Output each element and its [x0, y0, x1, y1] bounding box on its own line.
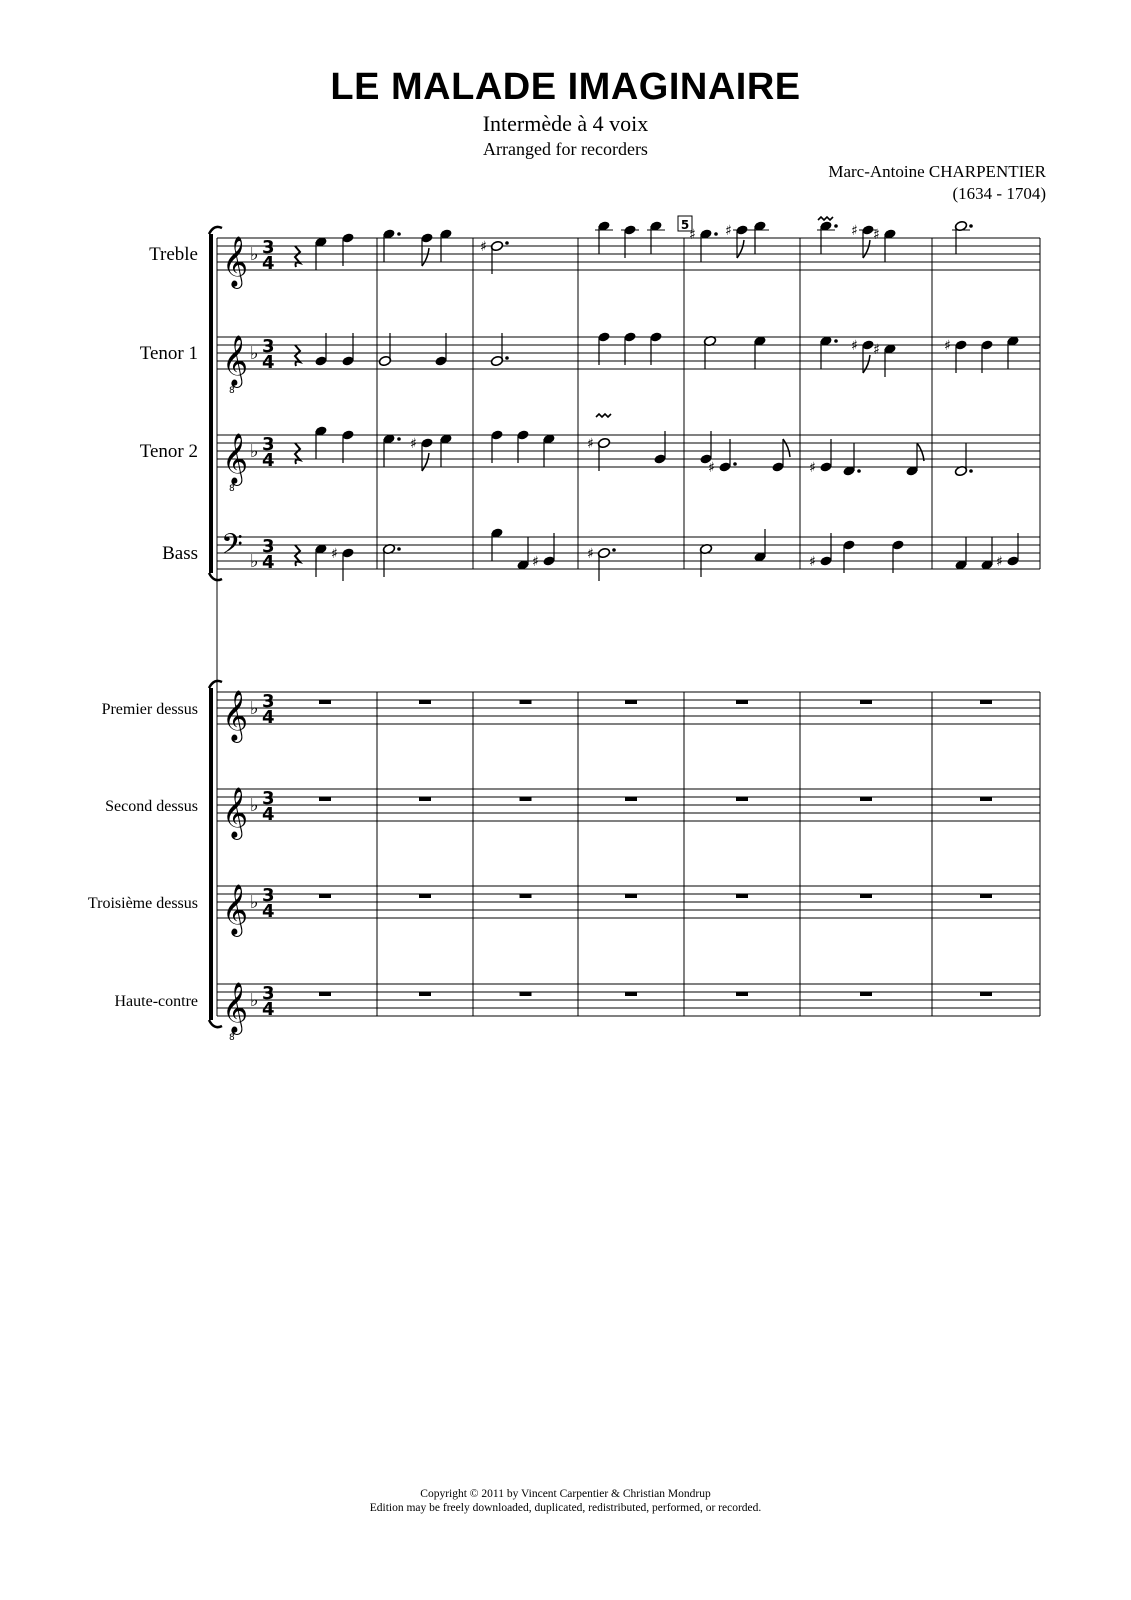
note	[954, 443, 972, 477]
sharp-icon: ♯	[809, 554, 816, 570]
bracket-top-hook	[209, 227, 222, 234]
staff-label: Tenor 2	[139, 441, 198, 462]
time-sig-top: 3	[262, 237, 275, 258]
note	[980, 537, 993, 571]
whole-rest-icon	[736, 700, 748, 704]
note	[718, 439, 736, 473]
note	[439, 228, 452, 262]
flag	[422, 248, 429, 266]
time-sig-bottom: 4	[262, 804, 275, 825]
bracket-bottom-hook	[209, 573, 222, 580]
dot	[612, 548, 616, 552]
quarter-rest-icon	[295, 246, 300, 267]
key-flat-icon: ♭	[250, 244, 259, 265]
note	[883, 343, 896, 377]
key-flat-icon: ♭	[250, 441, 259, 462]
sharp-icon: ♯	[532, 554, 539, 570]
whole-rest-icon	[980, 992, 992, 996]
time-sig-top: 3	[262, 788, 275, 809]
whole-rest-icon	[625, 797, 637, 801]
note	[378, 333, 391, 367]
sharp-icon: ♯	[410, 436, 417, 452]
note	[490, 527, 503, 561]
note	[595, 220, 613, 254]
time-sig-top: 3	[262, 691, 275, 712]
note	[753, 529, 766, 563]
note	[753, 335, 766, 369]
time-sig-bottom: 4	[262, 999, 275, 1020]
dot	[397, 437, 401, 441]
dot	[714, 232, 718, 236]
arrangement-note: Arranged for recorders	[483, 139, 648, 159]
note	[597, 437, 610, 471]
sharp-icon: ♯	[708, 460, 715, 476]
mordent-icon	[596, 414, 611, 417]
note	[751, 220, 769, 254]
whole-rest-icon	[520, 797, 532, 801]
staff-label: Troisième dessus	[87, 895, 198, 912]
whole-rest-icon	[860, 797, 872, 801]
note	[314, 543, 327, 577]
note	[819, 533, 832, 567]
whole-rest-icon	[736, 992, 748, 996]
note	[420, 232, 433, 266]
quarter-rest-icon	[295, 545, 300, 566]
dot	[505, 241, 509, 245]
whole-rest-icon	[419, 797, 431, 801]
time-sig-bottom: 4	[262, 253, 275, 274]
treble-clef-icon: 𝄞	[222, 433, 249, 484]
time-sig-top: 3	[262, 434, 275, 455]
whole-rest-icon	[419, 992, 431, 996]
key-flat-icon: ♭	[250, 990, 259, 1011]
key-flat-icon: ♭	[250, 795, 259, 816]
sharp-icon: ♯	[944, 338, 951, 354]
note	[341, 232, 354, 266]
note	[597, 547, 615, 581]
treble-clef-icon: 𝄞	[222, 982, 249, 1033]
dot	[834, 339, 838, 343]
note	[439, 433, 452, 467]
mordent-icon	[818, 217, 833, 220]
sharp-icon: ♯	[587, 546, 594, 562]
whole-rest-icon	[860, 992, 872, 996]
staff-4	[217, 537, 1040, 569]
note	[341, 547, 354, 581]
note	[980, 339, 993, 373]
bass-clef-icon: 𝄢	[221, 528, 243, 568]
staff-6	[217, 789, 1040, 821]
time-sig-bottom: 4	[262, 552, 275, 573]
note	[647, 220, 665, 254]
note	[842, 539, 855, 573]
dot	[857, 469, 861, 473]
note	[623, 331, 636, 365]
note	[542, 433, 555, 467]
whole-rest-icon	[980, 700, 992, 704]
bracket-top-hook	[209, 681, 222, 688]
time-sig-bottom: 4	[262, 352, 275, 373]
note	[699, 543, 712, 577]
treble-clef-icon: 𝄞	[222, 690, 249, 741]
note	[817, 220, 838, 254]
flag	[863, 355, 870, 373]
sharp-icon: ♯	[873, 227, 880, 243]
staff-label: Tenor 1	[139, 343, 198, 364]
staff-label: Premier dessus	[101, 701, 198, 718]
note	[1006, 335, 1019, 369]
note	[952, 220, 973, 254]
whole-rest-icon	[860, 894, 872, 898]
key-flat-icon: ♭	[250, 892, 259, 913]
whole-rest-icon	[520, 700, 532, 704]
staff-1	[217, 238, 1040, 270]
note	[621, 224, 639, 258]
note	[314, 333, 327, 367]
quarter-rest-icon	[295, 443, 300, 464]
sharp-icon: ♯	[809, 460, 816, 476]
note	[649, 331, 662, 365]
flag	[783, 439, 790, 457]
time-sig-top: 3	[262, 336, 275, 357]
flag	[422, 453, 429, 471]
whole-rest-icon	[736, 894, 748, 898]
note	[891, 539, 904, 573]
whole-rest-icon	[319, 700, 331, 704]
whole-rest-icon	[319, 894, 331, 898]
sharp-icon: ♯	[873, 342, 880, 358]
whole-rest-icon	[625, 894, 637, 898]
dot	[397, 232, 401, 236]
score-title: LE MALADE IMAGINAIRE	[330, 66, 801, 108]
octave-marker: 8	[229, 386, 235, 396]
composer-name: Marc-Antoine CHARPENTIER	[828, 162, 1046, 181]
note	[653, 431, 666, 465]
sharp-icon: ♯	[480, 239, 487, 255]
staff-2	[217, 337, 1040, 369]
note	[490, 240, 508, 274]
quarter-rest-icon	[295, 345, 300, 366]
octave-marker: 8	[229, 484, 235, 494]
rehearsal-mark: 5	[680, 218, 690, 232]
whole-rest-icon	[980, 894, 992, 898]
note	[733, 224, 751, 258]
whole-rest-icon	[520, 992, 532, 996]
key-flat-icon: ♭	[250, 551, 259, 572]
whole-rest-icon	[625, 992, 637, 996]
note	[883, 228, 896, 262]
note	[420, 437, 433, 471]
dot	[397, 547, 401, 551]
whole-rest-icon	[625, 700, 637, 704]
note	[699, 228, 717, 262]
flag	[737, 240, 744, 258]
copyright-notice	[0, 1487, 1131, 1515]
dot	[834, 224, 838, 228]
sharp-icon: ♯	[851, 338, 858, 354]
note	[597, 331, 610, 365]
dot	[969, 469, 973, 473]
sharp-icon: ♯	[331, 546, 338, 562]
staff-label: Bass	[162, 543, 198, 564]
note	[542, 533, 555, 567]
note	[1006, 533, 1019, 567]
note	[341, 429, 354, 463]
note	[819, 439, 832, 473]
staff-label: Treble	[149, 244, 198, 265]
time-sig-bottom: 4	[262, 901, 275, 922]
time-sig-top: 3	[262, 983, 275, 1004]
whole-rest-icon	[419, 894, 431, 898]
copyright-line: Copyright © 2011 by Vincent Carpentier & Christian Mondrup	[420, 1488, 711, 1500]
treble-clef-icon: 𝄞	[222, 236, 249, 287]
whole-rest-icon	[419, 700, 431, 704]
dot	[969, 224, 973, 228]
whole-rest-icon	[980, 797, 992, 801]
sharp-icon: ♯	[996, 554, 1003, 570]
note	[516, 537, 529, 571]
note	[954, 537, 967, 571]
dot	[733, 462, 737, 466]
sharp-icon: ♯	[725, 223, 732, 239]
note	[314, 425, 327, 459]
composer-dates: (1634 - 1704)	[952, 184, 1046, 203]
sharp-icon: ♯	[587, 436, 594, 452]
note	[771, 439, 790, 473]
note	[341, 333, 354, 367]
note	[382, 433, 400, 467]
note	[490, 333, 508, 367]
key-flat-icon: ♭	[250, 343, 259, 364]
treble-clef-icon: 𝄞	[222, 884, 249, 935]
whole-rest-icon	[860, 700, 872, 704]
octave-marker: 8	[229, 1033, 235, 1043]
note	[703, 335, 716, 369]
staff-label: Second dessus	[105, 798, 198, 815]
note	[314, 236, 327, 270]
sharp-icon: ♯	[851, 223, 858, 239]
staff-7	[217, 886, 1040, 918]
treble-clef-icon: 𝄞	[222, 335, 249, 386]
note	[382, 543, 400, 577]
note	[819, 335, 837, 369]
note	[954, 339, 967, 373]
staff-label: Haute-contre	[114, 993, 198, 1010]
bracket-bottom-hook	[209, 1020, 222, 1027]
staff-8	[217, 984, 1040, 1016]
score-subtitle: Intermède à 4 voix	[482, 111, 649, 136]
flag	[917, 443, 924, 461]
treble-clef-icon: 𝄞	[222, 787, 249, 838]
whole-rest-icon	[319, 797, 331, 801]
key-flat-icon: ♭	[250, 698, 259, 719]
note	[434, 333, 447, 367]
sharp-icon: ♯	[689, 227, 696, 243]
note	[382, 228, 400, 262]
whole-rest-icon	[319, 992, 331, 996]
dot	[505, 356, 509, 360]
whole-rest-icon	[736, 797, 748, 801]
note	[516, 429, 529, 463]
time-sig-bottom: 4	[262, 707, 275, 728]
time-sig-bottom: 4	[262, 450, 275, 471]
time-sig-top: 3	[262, 536, 275, 557]
whole-rest-icon	[520, 894, 532, 898]
flag	[863, 240, 870, 258]
staff-5	[217, 692, 1040, 724]
time-sig-top: 3	[262, 885, 275, 906]
note	[490, 429, 503, 463]
note	[905, 443, 924, 477]
note	[842, 443, 860, 477]
license-line: Edition may be freely downloaded, duplicated, redistributed, performed, or recorded.	[369, 1502, 762, 1514]
